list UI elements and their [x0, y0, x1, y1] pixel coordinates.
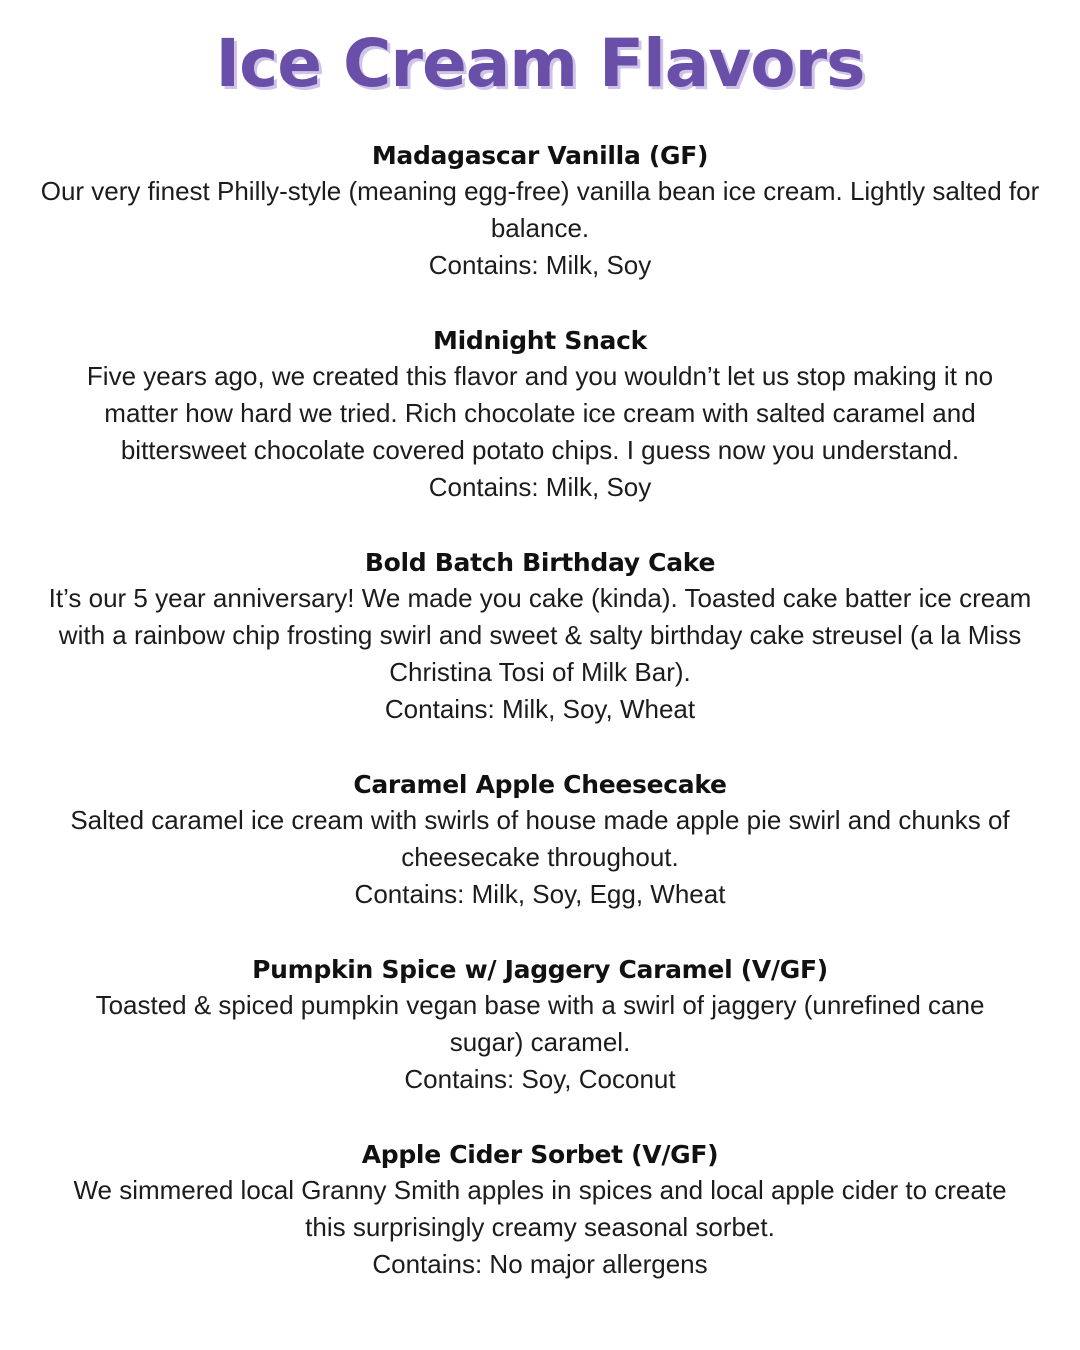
- flavor-description: Toasted & spiced pumpkin vegan base with a swirl of jaggery (unrefined cane sugar) caramel.: [95, 990, 985, 1057]
- flavor-description: Salted caramel ice cream with swirls of house made apple pie swirl and chunks of cheesecake throughout.: [70, 805, 1010, 872]
- flavor-item: [40, 139, 1040, 284]
- page-title: Ice Cream Flavors: [215, 25, 865, 102]
- flavor-allergens: Contains: Milk, Soy, Egg, Wheat: [354, 879, 726, 909]
- flavor-name: Bold Batch Birthday Cake: [364, 548, 716, 577]
- flavor-name: Midnight Snack: [433, 326, 647, 355]
- flavor-description: Our very finest Philly-style (meaning egg-free) vanilla bean ice cream. Lightly salted for balance.: [40, 176, 1040, 243]
- flavor-item: [40, 324, 1040, 506]
- flavor-allergens: Contains: Milk, Soy: [428, 472, 652, 502]
- flavor-name: Apple Cider Sorbet (V/GF): [361, 1140, 719, 1169]
- flavor-description: It’s our 5 year anniversary! We made you cake (kinda). Toasted cake batter ice cream with a rainbow chip frosting swirl and sweet & salty birthday cake streusel (a la Miss Christina Tosi of Milk Bar).: [48, 583, 1032, 687]
- flavor-allergens: Contains: Milk, Soy, Wheat: [384, 694, 696, 724]
- flavor-name: Caramel Apple Cheesecake: [353, 770, 727, 799]
- flavor-name: Madagascar Vanilla (GF): [371, 141, 709, 170]
- flavor-description: Five years ago, we created this flavor and you wouldn’t let us stop making it no matter how hard we tried. Rich chocolate ice cream with salted caramel and bittersweet chocolate covered potato chips. I guess now you understand.: [86, 361, 994, 465]
- flavor-allergens: Contains: No major allergens: [372, 1249, 708, 1279]
- flavor-item: [40, 546, 1040, 728]
- flavor-description: We simmered local Granny Smith apples in spices and local apple cider to create this surprisingly creamy seasonal sorbet.: [73, 1175, 1007, 1242]
- flavor-allergens: Contains: Soy, Coconut: [404, 1064, 676, 1094]
- flavor-name: Pumpkin Spice w/ Jaggery Caramel (V/GF): [252, 955, 828, 984]
- flavor-item: [40, 768, 1040, 913]
- flavor-item: [40, 953, 1040, 1098]
- flavor-allergens: Contains: Milk, Soy: [428, 250, 652, 280]
- flavor-item: [40, 1138, 1040, 1283]
